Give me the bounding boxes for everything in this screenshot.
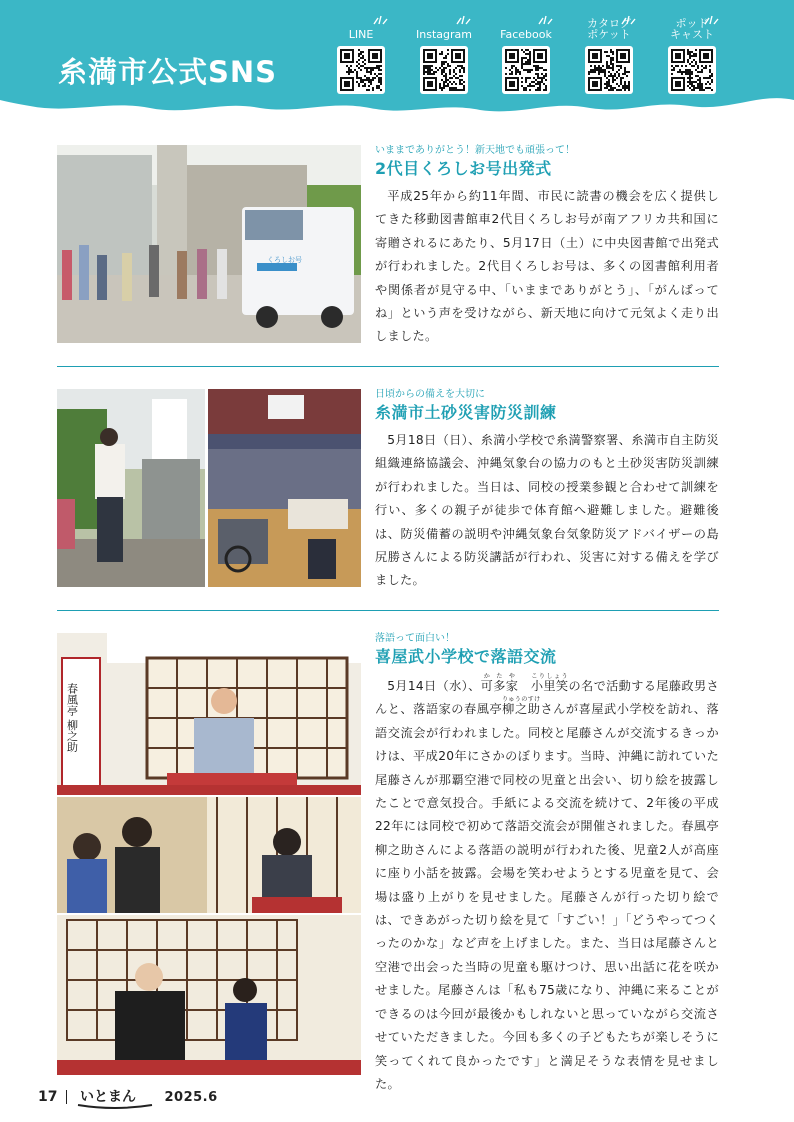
sns-section-title: 糸満市公式SNS [58, 55, 278, 89]
sparkle-icon [537, 14, 553, 26]
sparkle-icon [703, 14, 719, 26]
sns-label-facebook: Facebook [500, 28, 552, 41]
page-header [0, 0, 794, 122]
qr-code-icon[interactable] [668, 46, 716, 94]
article-disaster-drill [375, 389, 719, 593]
qr-code-icon[interactable] [337, 46, 385, 94]
ruby-korisho: 小里笑こりしょう [530, 673, 569, 693]
section-divider [57, 366, 719, 367]
article-headline: 喜屋武小学校で落語交流 [375, 647, 557, 666]
article-kicker: いままでありがとう！新天地でも頑張って！ [375, 145, 575, 156]
article-rakugo [375, 633, 719, 1096]
page-footer [38, 1085, 218, 1109]
sns-label-instagram: Instagram [416, 28, 472, 41]
body-part: の名で活動する尾藤政男さんと、落語家の春風亭 [375, 679, 719, 717]
article-body: 平成25年から約11年間、市民に読書の機会を広く提供してきた移動図書館車2代目くろしお号が南アフリカ共和国に寄贈されるにあたり、5月17日（土）に中央図書館で出発式が行われました。2代目くろしお号は、多くの図書館利用者や関係者が見守る中、「いままでありがとう」、「がんばってね」という声を受けながら、新天地に向けて元気よく走り出しました。 [375, 189, 719, 344]
sns-facebook[interactable] [491, 16, 561, 94]
article-kicker: 落語って面白い！ [375, 633, 455, 644]
page-number: 17 [38, 1089, 58, 1105]
photo-students-audience [57, 797, 361, 913]
itoman-logo-icon [76, 1085, 154, 1109]
ruby-ryunosuke: 柳之助りゅうのすけ [502, 696, 541, 717]
photo-gymnasium-evacuation [208, 389, 361, 587]
body-part: 5月14日（水）、 [387, 679, 481, 693]
sns-catalog-pocket[interactable] [574, 16, 644, 94]
sparkle-icon [372, 14, 388, 26]
article-kuroshio [375, 145, 719, 349]
photo-evacuation-walk [57, 389, 205, 587]
sns-label-line: LINE [348, 28, 374, 41]
photo-rakugo-performer [57, 633, 361, 795]
article-headline: 2代目くろしお号出発式 [375, 159, 552, 178]
sns-podcast[interactable] [657, 16, 727, 94]
sns-instagram[interactable] [409, 16, 479, 94]
body-part: さんが喜屋武小学校を訪れ、落語交流会が行われました。同校と尾藤さんが交流するきっかけは、平成20年にさかのぼります。当時、沖縄に訪れていた尾藤さんが那覇空港で同校の児童と出会い、切り絵を披露したことで意気投合。手紙による交流を続けて、2年後の平成22年には同校で初めて落語交流会が開催されました。春風亭柳之助さんによる落語の説明が行われた後、児童2人が高座に座り小話を披露。会場を笑わせようとする児童を見て、会場は盛り上がりを見せました。尾藤さんが行った切り絵では、できあがった切り絵を見て「すごい！」「どうやってつくったのかな」など声を上げました。また、当日は尾藤さんと空港で出会った当時の児童も駆けつけ、思い出話に花を咲かせました。尾藤さんは「私も75歳になり、沖縄に来ることができるのは今回が最後かもしれないと思っていながら交流させていただきました。今回も多くの子どもたちが楽しそうに笑ってくれて良かったです」と満足そうな表情を見せました。 [375, 702, 719, 1091]
svg-text:いとまん: いとまん [80, 1089, 137, 1105]
sparkle-icon [620, 14, 636, 26]
qr-code-icon[interactable] [502, 46, 550, 94]
sparkle-icon [455, 14, 471, 26]
qr-code-icon[interactable] [420, 46, 468, 94]
truck-label: くろしお号 [267, 256, 302, 264]
article-headline: 糸満市土砂災害防災訓練 [375, 403, 557, 422]
ruby-katayake: 可多家かたや [480, 673, 519, 693]
sns-line[interactable] [326, 16, 396, 94]
article-kicker: 日頃からの備えを大切に [375, 389, 485, 400]
qr-code-icon[interactable] [585, 46, 633, 94]
article-body: 5月18日（日）、糸満小学校で糸満警察署、糸満市自主防災組織連絡協議会、沖縄気象台の協力のもと土砂災害防災訓練が行われました。当日は、同校の授業参観と合わせて訓練を行い、多くの親子が徒歩で体育館へ避難しました。避難後は、防災備蓄の説明や沖縄気象台気象防災アドバイザーの島尻勝さんによる防災講話が行われ、災害に対する備えを学びました。 [375, 433, 719, 588]
rakugo-banner-text: 春風亭 柳之助 [65, 683, 79, 753]
article-body [375, 673, 719, 1096]
issue-date: 2025.6 [164, 1089, 218, 1105]
sns-label-podcast: ポッド キャスト [670, 17, 714, 41]
section-divider [57, 610, 719, 611]
photo-performer-and-student [57, 915, 361, 1075]
photo-kuroshio-ceremony [57, 145, 361, 343]
footer-separator [66, 1090, 67, 1104]
sns-label-catalog-pocket: カタログ ポケット [587, 17, 631, 41]
